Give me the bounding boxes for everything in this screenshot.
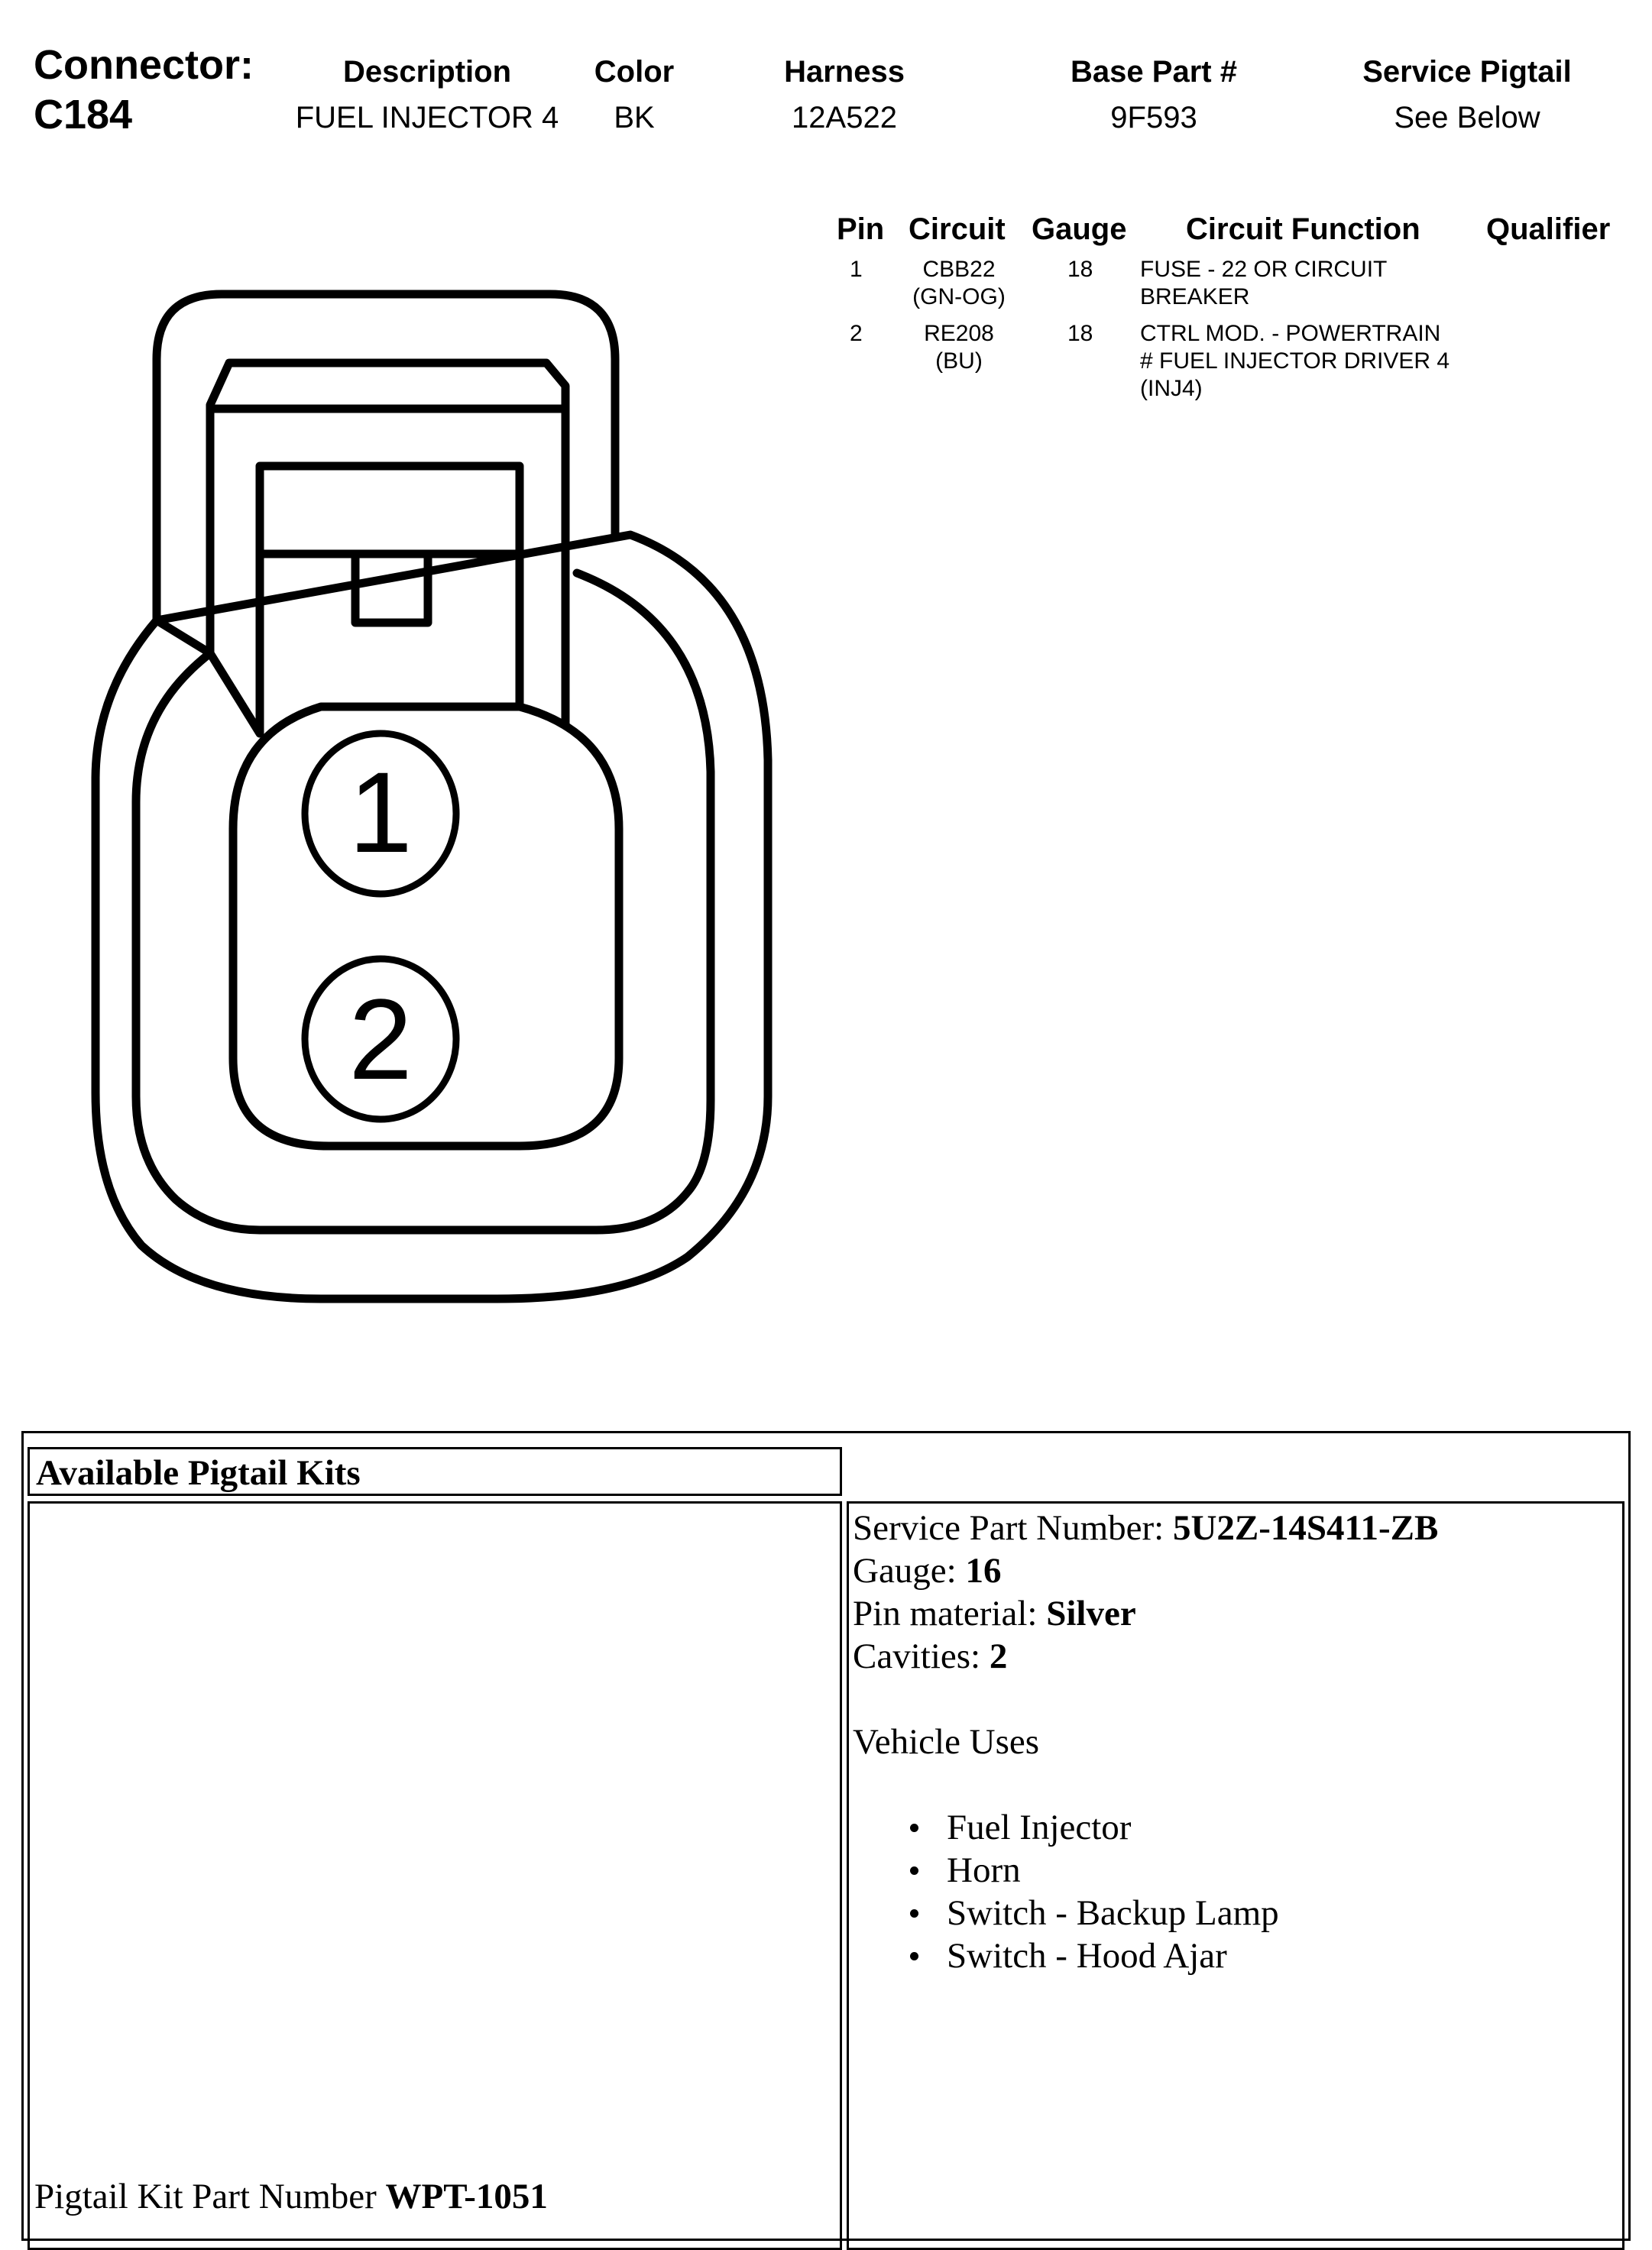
- connector-face-diagram: [0, 0, 841, 1345]
- vehicle-uses-heading: Vehicle Uses: [853, 1722, 1040, 1762]
- circuit-col-header: Circuit: [909, 212, 1006, 246]
- list-item: Switch - Hood Ajar: [947, 1934, 1279, 1977]
- bullet-icon: [910, 1909, 918, 1918]
- service-pigtail-header: Service Pigtail: [1362, 55, 1572, 89]
- circuit-cell: CBB22 (GN-OG): [912, 257, 1006, 309]
- gauge-value: 16: [965, 1551, 1002, 1591]
- circuit-function-cell: CTRL MOD. - POWERTRAIN # FUEL INJECTOR DRIVER 4 (INJ4): [1140, 321, 1450, 401]
- gauge-info: [853, 1549, 1001, 1592]
- pin-material-label: Pin material:: [853, 1594, 1038, 1633]
- harness-value: 12A522: [792, 101, 897, 134]
- gauge-col-header: Gauge: [1032, 212, 1127, 246]
- cavities-info: [853, 1635, 1007, 1678]
- pigtail-details-cell: [847, 1501, 1624, 2250]
- harness-header: Harness: [784, 55, 905, 89]
- circuit-function-cell: FUSE - 22 OR CIRCUIT BREAKER: [1140, 257, 1388, 309]
- cavities-label: Cavities:: [853, 1637, 981, 1676]
- gauge-label: Gauge:: [853, 1551, 957, 1591]
- cavity-2-label: 2: [348, 975, 413, 1103]
- list-item: Switch - Backup Lamp: [947, 1892, 1279, 1934]
- list-item: Horn: [947, 1849, 1279, 1892]
- pigtail-kit-number-value: WPT-1051: [385, 2177, 548, 2216]
- description-value: FUEL INJECTOR 4: [295, 101, 559, 134]
- pigtail-title-cell: [28, 1447, 842, 1496]
- connector-id: C184: [34, 92, 133, 138]
- pigtail-kit-number: [34, 2175, 548, 2218]
- pigtail-kit-label: Pigtail Kit Part Number: [34, 2177, 377, 2216]
- base-part-header: Base Part #: [1071, 55, 1237, 89]
- vehicle-uses-list: [947, 1806, 1279, 1977]
- service-part-number: [853, 1507, 1438, 1549]
- description-header: Description: [342, 55, 512, 89]
- cavities-value: 2: [989, 1637, 1008, 1676]
- cavity-1-label: 1: [348, 748, 413, 876]
- bullet-icon: [910, 1824, 918, 1832]
- pigtail-kit-cell: [28, 1501, 842, 2250]
- pin-number: 1: [850, 257, 863, 282]
- circuit-cell: RE208 (BU): [924, 321, 994, 374]
- pin-material-info: [853, 1592, 1136, 1635]
- connector-latch-notch: [355, 554, 428, 623]
- bullet-icon: [910, 1952, 918, 1960]
- base-part-value: 9F593: [1110, 101, 1197, 134]
- list-item: Fuel Injector: [947, 1806, 1279, 1849]
- bullet-icon: [910, 1866, 918, 1875]
- terminal-insert: [233, 707, 619, 1146]
- connector-label: Connector:: [34, 42, 254, 88]
- gauge-cell: 18: [1067, 321, 1093, 346]
- color-header: Color: [594, 55, 675, 89]
- service-part-value: 5U2Z-14S411-ZB: [1172, 1508, 1439, 1548]
- service-part-label: Service Part Number:: [853, 1508, 1164, 1548]
- pigtail-title: Available Pigtail Kits: [36, 1453, 361, 1493]
- qualifier-col-header: Qualifier: [1486, 212, 1611, 246]
- pin-col-header: Pin: [837, 212, 885, 246]
- pin-material-value: Silver: [1046, 1594, 1136, 1633]
- color-value: BK: [614, 101, 655, 134]
- circuit-function-col-header: Circuit Function: [1186, 212, 1420, 246]
- pin-number: 2: [850, 321, 863, 346]
- gauge-cell: 18: [1067, 257, 1093, 282]
- service-pigtail-value: See Below: [1394, 101, 1540, 134]
